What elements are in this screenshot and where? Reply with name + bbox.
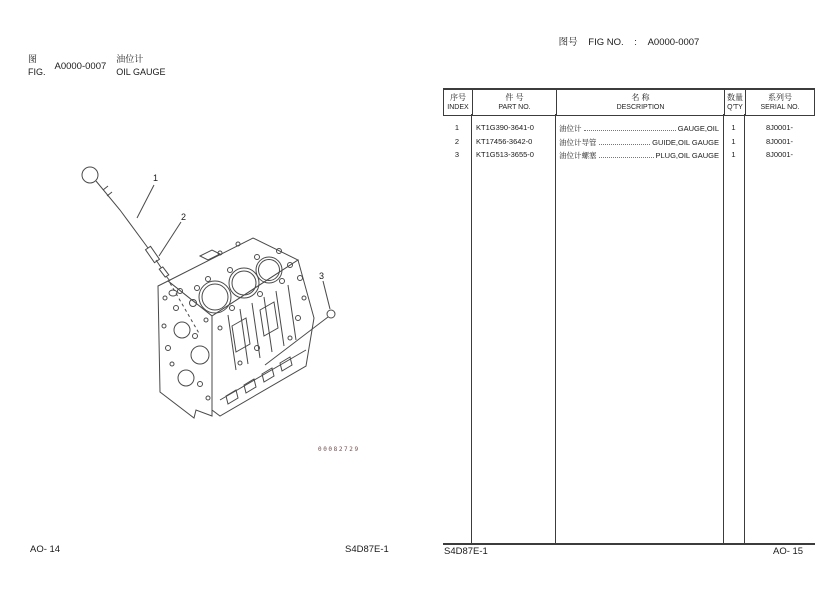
oil-gauge-plug	[327, 310, 335, 318]
dotted-leader	[584, 121, 676, 131]
fig-number: A0000-0007	[54, 60, 107, 72]
guide-tube-tip	[166, 276, 170, 281]
callout-2-leader	[159, 222, 181, 256]
fig-label-cn: 图	[28, 54, 38, 64]
fig-label-en: FIG.	[28, 67, 46, 77]
table-header-row	[443, 88, 815, 116]
parts-table	[443, 88, 815, 543]
cell-qty: 1	[731, 123, 736, 132]
cell-index: 3	[454, 150, 460, 159]
left-page-number: AO- 14	[30, 544, 61, 555]
description-cn: 油位计导管	[559, 137, 597, 147]
fig-no-value: A0000-0007	[647, 37, 700, 48]
guide-tube	[146, 246, 160, 262]
col-header-qty: 数量 Q'TY	[724, 90, 745, 115]
cell-description	[555, 135, 723, 148]
fig-no-reference	[443, 34, 815, 48]
cell-index: 2	[454, 136, 460, 146]
table-body	[443, 114, 815, 545]
dotted-leader	[599, 135, 651, 145]
cell-part-no: KT1G390-3641-0	[476, 123, 534, 132]
left-model-code: S4D87E-1	[345, 544, 389, 555]
col-header-serial-no: 系列号 SERIAL NO.	[745, 90, 814, 115]
col-header-description: 名 称 DESCRIPTION	[556, 90, 724, 115]
fig-title-cn: 油位计	[116, 54, 144, 64]
drawing-number: 00082729	[318, 446, 360, 453]
fig-no-label-cn: 图号	[558, 37, 578, 48]
callout-3-leader	[323, 281, 330, 309]
column-divider	[744, 114, 745, 543]
cell-serial: 8J0001-	[765, 136, 794, 146]
col-header-index: 序号 INDEX	[447, 93, 469, 111]
guide-tube-collar	[159, 267, 169, 277]
cell-description	[555, 148, 723, 161]
exploded-view-figure	[60, 148, 360, 458]
figure-title-block	[28, 53, 165, 79]
callout-1-leader	[137, 185, 154, 218]
engine-block-drawing	[60, 148, 360, 458]
description-en: PLUG,OIL GAUGE	[655, 151, 719, 160]
fig-title-en: OIL GAUGE	[116, 67, 166, 77]
column-divider	[723, 114, 724, 543]
description-cn: 油位计螺塞	[559, 151, 597, 160]
description-en: GAUGE,OIL	[677, 124, 719, 133]
description-en: GUIDE,OIL GAUGE	[652, 137, 719, 147]
cell-description	[555, 121, 723, 134]
callout-1: 1	[153, 173, 159, 183]
cell-part-no: KT1G513-3655-0	[476, 150, 534, 159]
cell-qty: 1	[731, 150, 736, 159]
dotted-leader	[599, 148, 654, 158]
column-divider	[555, 114, 556, 543]
cell-qty: 1	[731, 136, 736, 146]
column-divider	[471, 114, 472, 543]
dipstick-handle-loop	[82, 167, 98, 183]
cell-serial: 8J0001-	[765, 150, 794, 159]
cell-index: 1	[454, 123, 460, 132]
fig-no-label-en: FIG NO.	[588, 37, 624, 48]
fig-no-separator: :	[634, 37, 637, 48]
col-header-part-no: 件 号 PART NO.	[472, 90, 556, 115]
right-model-code: S4D87E-1	[444, 546, 488, 557]
description-cn: 油位计	[559, 124, 582, 133]
callout-2: 2	[181, 212, 187, 222]
table-row	[443, 135, 815, 148]
right-page-number: AO- 15	[773, 546, 804, 557]
table-row	[443, 121, 815, 134]
cell-part-no: KT17456-3642-0	[476, 136, 533, 146]
dipstick-rod	[96, 181, 148, 248]
callout-3: 3	[319, 271, 325, 281]
table-row	[443, 148, 815, 161]
cell-serial: 8J0001-	[765, 123, 794, 132]
